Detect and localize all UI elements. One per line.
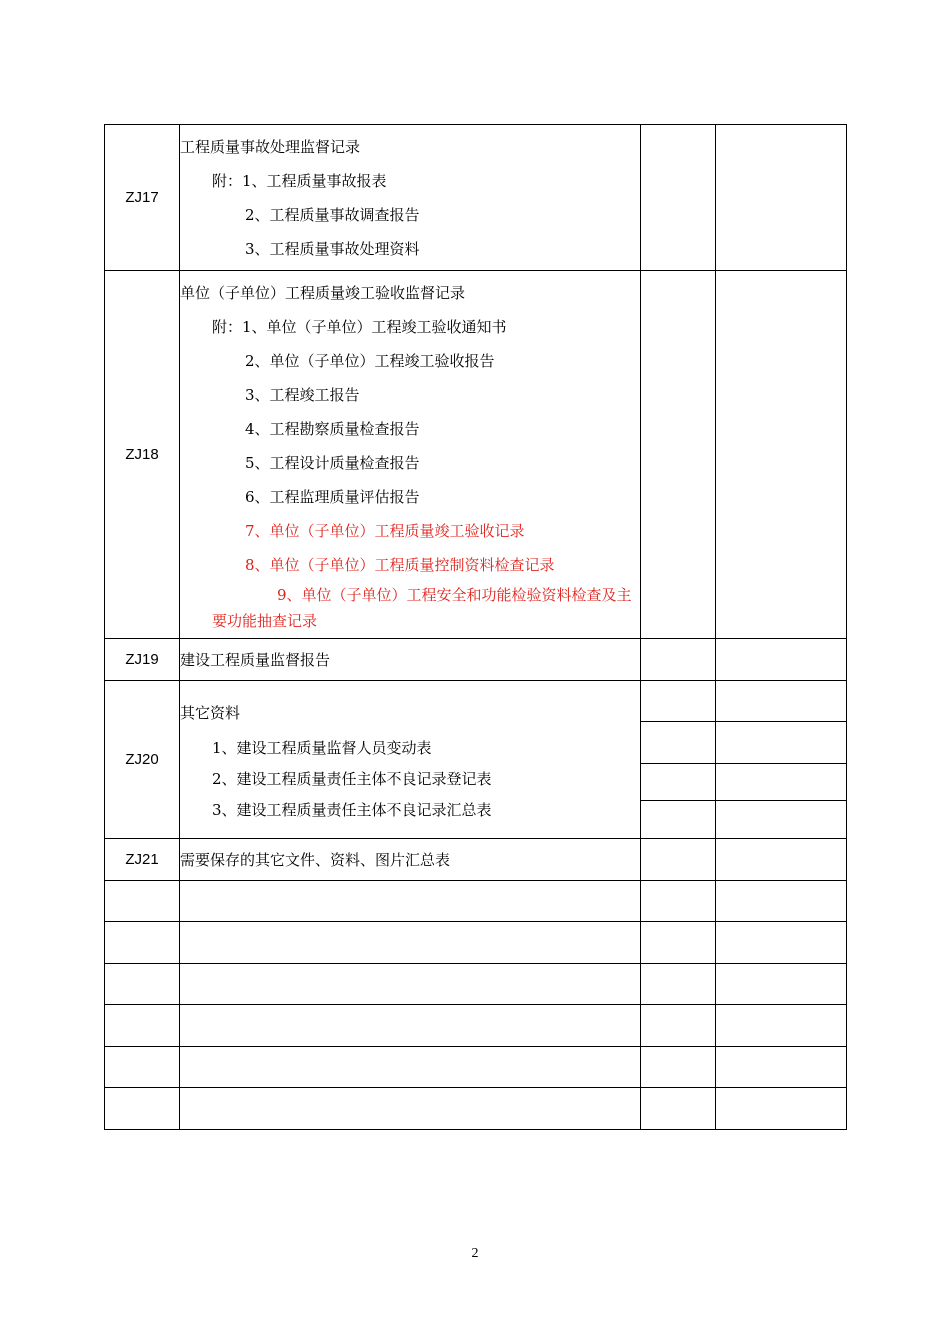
empty-cell xyxy=(641,839,716,881)
empty-sub-cell xyxy=(641,722,715,764)
row-title: 建设工程质量监督报告 xyxy=(180,650,331,669)
row-content xyxy=(180,839,641,881)
row-content xyxy=(180,681,641,839)
attachment-item: 3、工程质量事故处理资料 xyxy=(245,239,420,258)
attachment-item: 5、工程设计质量检查报告 xyxy=(245,453,420,472)
empty-sub-cell xyxy=(641,801,715,838)
row-code: ZJ21 xyxy=(105,839,180,881)
empty-cell xyxy=(716,922,847,964)
row-title: 单位（子单位）工程质量竣工验收监督记录 xyxy=(180,283,466,302)
attachment-item-highlighted: 7、单位（子单位）工程质量竣工验收记录 xyxy=(245,521,525,540)
page-number: 2 xyxy=(471,1246,479,1261)
empty-cell xyxy=(716,271,847,639)
empty-cell xyxy=(105,1005,180,1047)
table-row-empty xyxy=(105,1005,847,1047)
table-row-empty xyxy=(105,881,847,922)
empty-cell xyxy=(641,922,716,964)
split-cell-stack xyxy=(641,681,715,838)
empty-cell xyxy=(105,1047,180,1088)
empty-cell xyxy=(716,1005,847,1047)
attachment-item: 3、建设工程质量责任主体不良记录汇总表 xyxy=(212,801,492,819)
empty-cell xyxy=(180,964,641,1005)
empty-sub-cell xyxy=(641,764,715,801)
table-row-empty xyxy=(105,922,847,964)
empty-cell xyxy=(641,639,716,681)
attachment-item: 2、单位（子单位）工程竣工验收报告 xyxy=(245,351,495,370)
empty-cell xyxy=(641,881,716,922)
row-title: 需要保存的其它文件、资料、图片汇总表 xyxy=(180,850,451,869)
split-cell xyxy=(716,681,847,839)
empty-sub-cell xyxy=(641,681,715,722)
empty-cell xyxy=(105,964,180,1005)
empty-cell xyxy=(716,839,847,881)
attachment-item-highlighted: 9、单位（子单位）工程安全和功能检验资料检查及主要功能抽查记录 xyxy=(212,585,632,630)
empty-cell xyxy=(641,271,716,639)
table-row-empty xyxy=(105,1047,847,1088)
empty-cell xyxy=(716,639,847,681)
archive-index-table xyxy=(104,124,847,1130)
row-code: ZJ18 xyxy=(105,271,180,639)
empty-cell xyxy=(641,125,716,271)
empty-cell xyxy=(641,1005,716,1047)
empty-cell xyxy=(641,1088,716,1130)
empty-cell xyxy=(716,881,847,922)
attachment-item: 3、工程竣工报告 xyxy=(245,385,360,404)
table-row-zj20 xyxy=(105,681,847,839)
row-content xyxy=(180,639,641,681)
attachment-item: 2、工程质量事故调查报告 xyxy=(245,205,420,224)
attachment-item-highlighted: 8、单位（子单位）工程质量控制资料检查记录 xyxy=(245,555,555,574)
attachment-item: 2、建设工程质量责任主体不良记录登记表 xyxy=(212,770,492,788)
empty-cell xyxy=(105,922,180,964)
empty-cell xyxy=(180,922,641,964)
empty-cell xyxy=(641,964,716,1005)
empty-cell xyxy=(180,1088,641,1130)
row-title: 其它资料 xyxy=(180,704,241,722)
empty-cell xyxy=(716,1047,847,1088)
empty-cell xyxy=(180,1005,641,1047)
table-row-zj18 xyxy=(105,271,847,639)
empty-cell xyxy=(641,1047,716,1088)
empty-sub-cell xyxy=(716,722,846,764)
empty-cell xyxy=(716,964,847,1005)
row-code: ZJ20 xyxy=(105,681,180,839)
empty-cell xyxy=(716,125,847,271)
empty-cell xyxy=(716,1088,847,1130)
split-cell-stack xyxy=(716,681,846,838)
attachment-item: 1、建设工程质量监督人员变动表 xyxy=(212,739,432,757)
table-row-empty xyxy=(105,964,847,1005)
row-code: ZJ19 xyxy=(105,639,180,681)
row-code: ZJ17 xyxy=(105,125,180,271)
table-row-zj21 xyxy=(105,839,847,881)
table-row-zj17 xyxy=(105,125,847,271)
attachment-item: 附：1、工程质量事故报表 xyxy=(212,171,387,190)
table-row-empty xyxy=(105,1088,847,1130)
empty-cell xyxy=(105,1088,180,1130)
split-cell xyxy=(641,681,716,839)
empty-sub-cell xyxy=(716,801,846,838)
row-content xyxy=(180,125,641,271)
empty-cell xyxy=(180,1047,641,1088)
row-content xyxy=(180,271,641,639)
empty-sub-cell xyxy=(716,681,846,722)
empty-cell xyxy=(105,881,180,922)
row-title: 工程质量事故处理监督记录 xyxy=(180,137,361,156)
attachment-item: 6、工程监理质量评估报告 xyxy=(245,487,420,506)
empty-sub-cell xyxy=(716,764,846,801)
table-row-zj19 xyxy=(105,639,847,681)
attachment-item: 4、工程勘察质量检查报告 xyxy=(245,419,420,438)
empty-cell xyxy=(180,881,641,922)
attachment-item: 附：1、单位（子单位）工程竣工验收通知书 xyxy=(212,317,507,336)
